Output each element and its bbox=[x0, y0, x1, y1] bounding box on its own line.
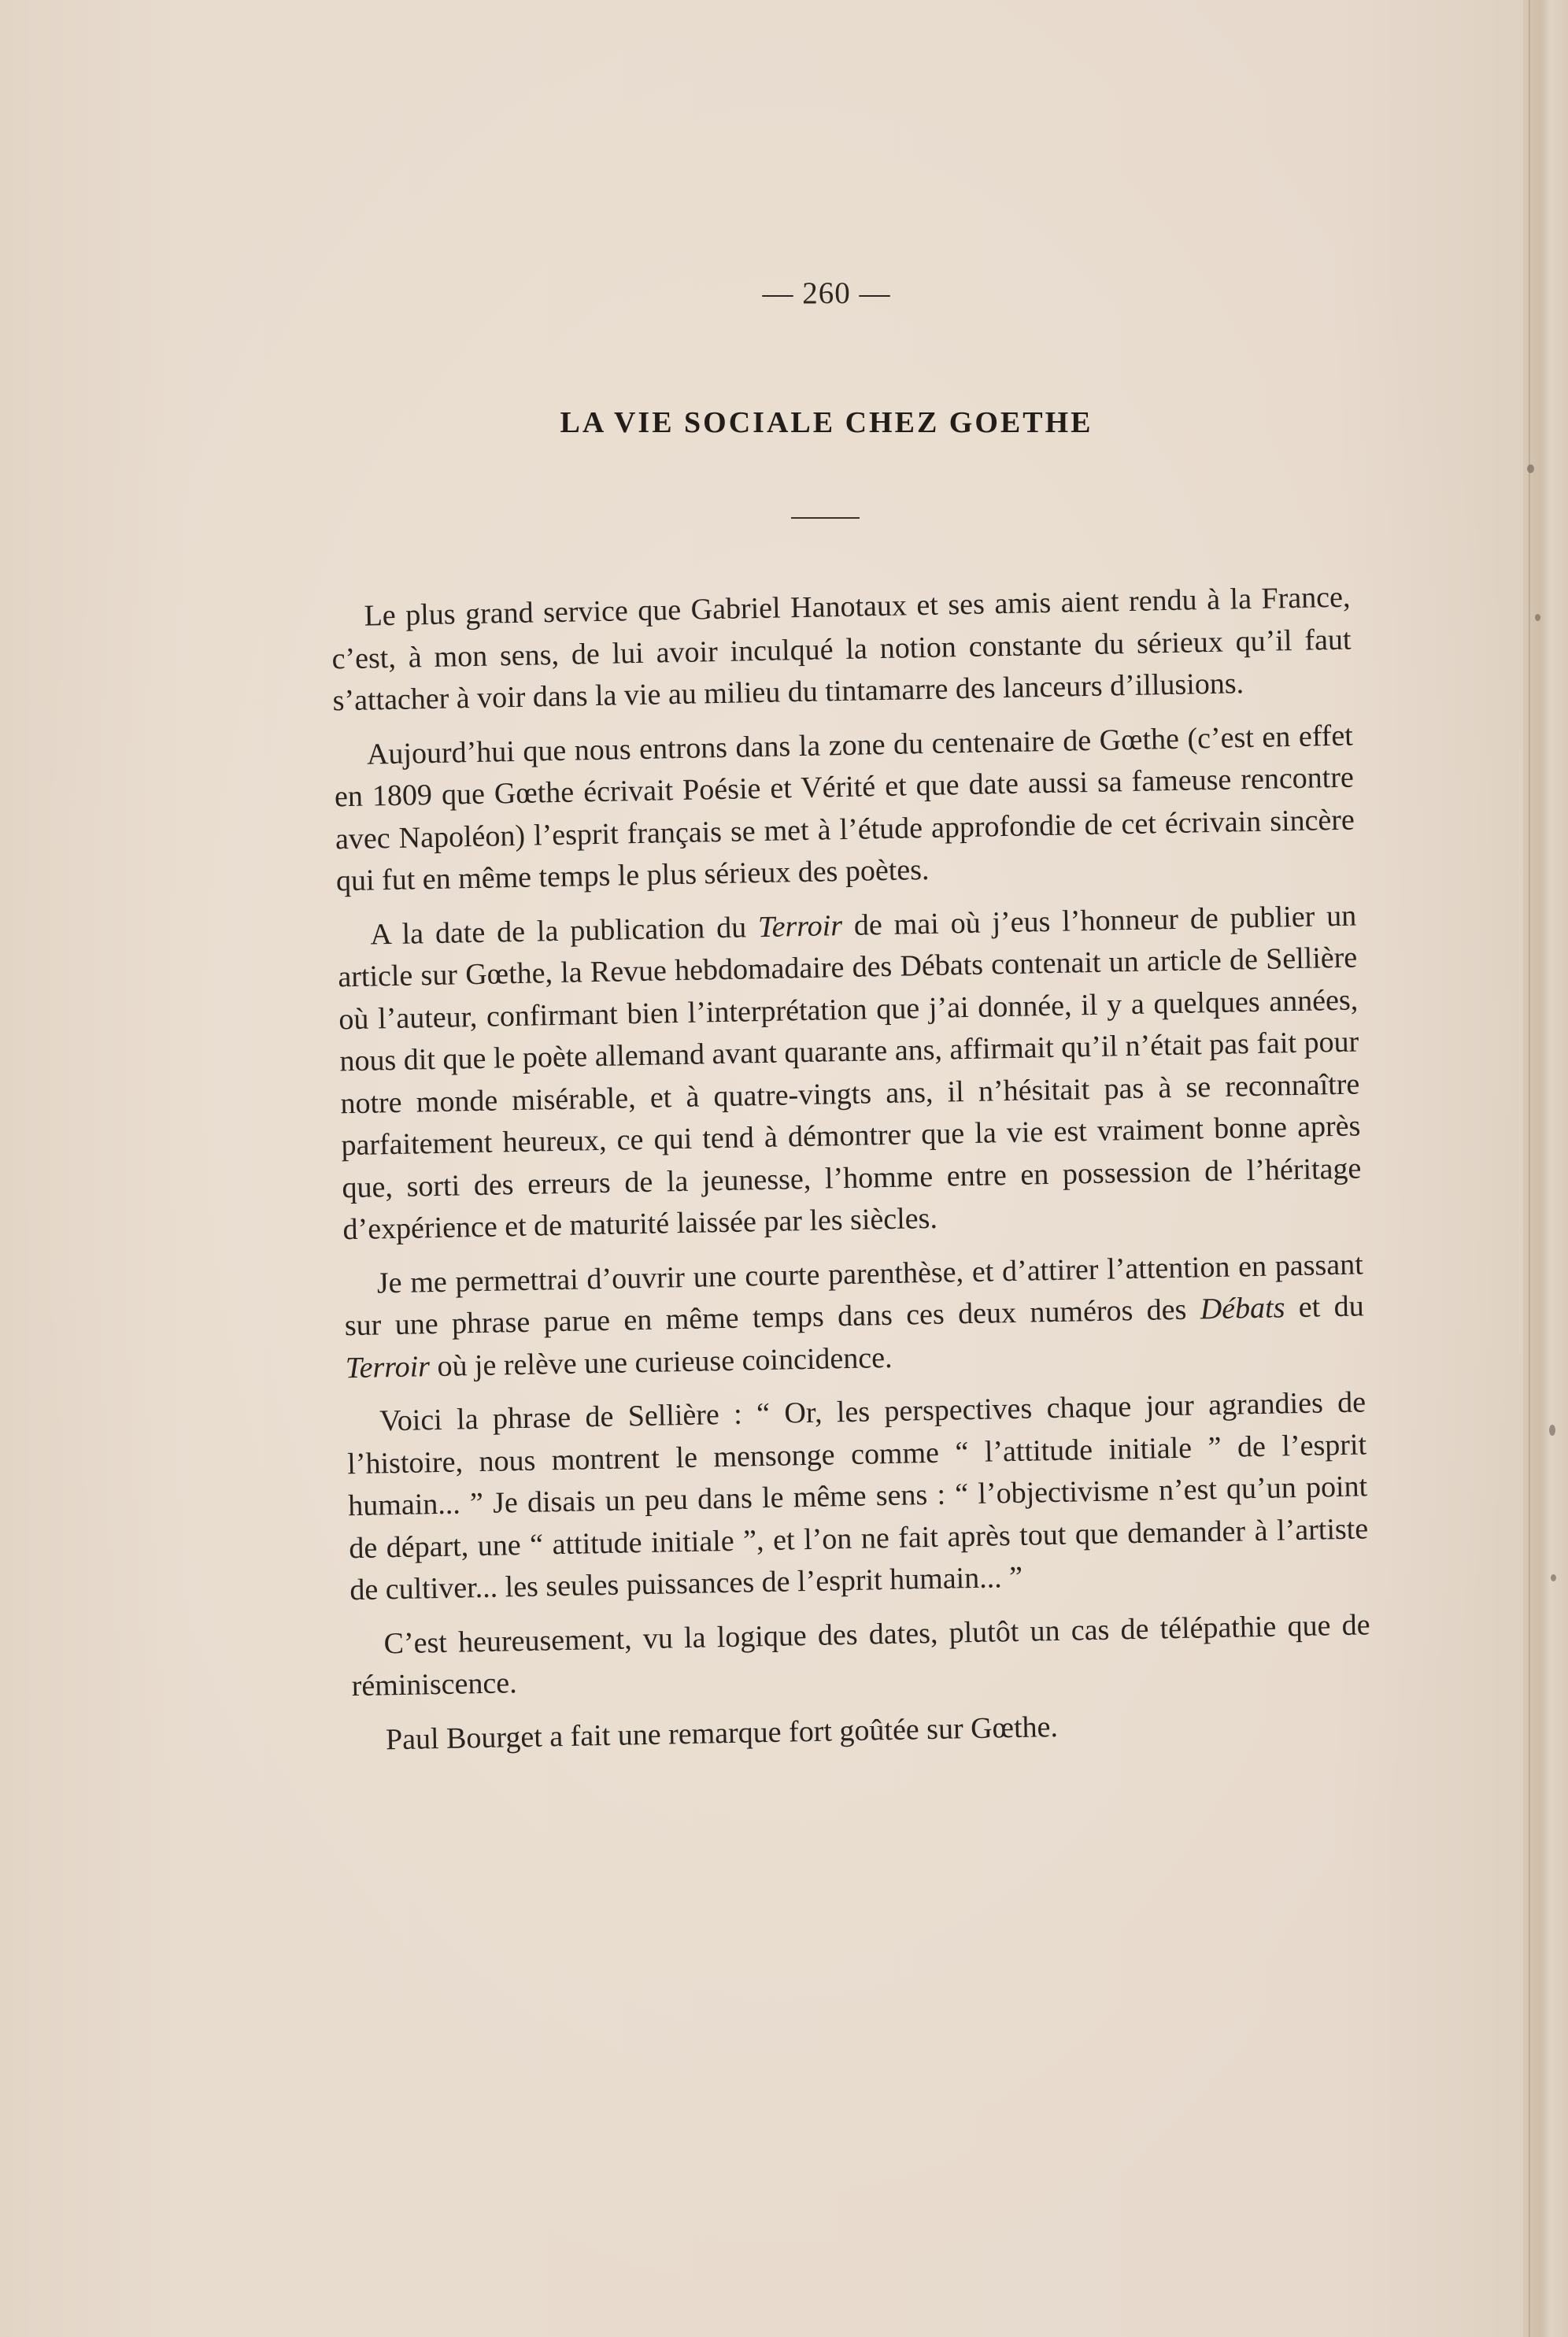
paragraph-3-text-b: de mai où j’eus l’honneur de publier un article sur Gœthe, la Revue hebdomadaire des Débats contenait un article de Sellière où l’auteur, confirmant bien l’interprétation que j’ai donnée, il y a quelques années, nous dit que le poète allemand avant quarante ans, affirmait qu’il n’était pas fait pour notre monde misérable, et à quatre-vingts ans, il n’hésitait pas à se reconnaître parfaitement heureux, ce qui tend à démontrer que la vie est vraiment bonne après que, sorti des erreurs de la jeunesse, l’homme entre en possession de l’héritage d’expérience et de maturité laissée par les siècles. bbox=[338, 898, 1362, 1247]
italic-title-debats: Débats bbox=[1200, 1291, 1285, 1326]
italic-title-terroir: Terroir bbox=[345, 1349, 431, 1385]
paragraph-4 bbox=[343, 1244, 1365, 1389]
paragraph-2: Aujourd’hui que nous entrons dans la zone du centenaire de Gœthe (c’est en effet en 1809 que Gœthe écrivait Poésie et Vérité et que date aussi sa fameuse rencontre avec Napoléon) l’esprit français se met à l’étude approfondie de cet écrivain sincère qui fut en même temps le plus sérieux des poètes. bbox=[334, 719, 1355, 898]
paragraph-3-text-a: A la date de la publication du bbox=[369, 910, 759, 952]
title-separator-rule bbox=[791, 517, 860, 519]
paragraph-4-text-a: Je me permettrai d’ouvrir une courte parenthèse, et d’attirer l’attention en passant sur une phrase parue en même temps dans ces deux numéros des bbox=[344, 1247, 1364, 1343]
paragraph-4-text-c: où je relève une curieuse coincidence. bbox=[429, 1340, 893, 1383]
article-body bbox=[331, 577, 1372, 1774]
page-fold-line bbox=[1529, 0, 1530, 2337]
paragraph-1: Le plus grand service que Gabriel Hanotaux et ses amis aient rendu à la France, c’est, à mon sens, de lui avoir inculqué la notion constante du sérieux qu’il faut s’attacher à voir dans la vie au milieu du tintamarre des lanceurs d’illusions. bbox=[331, 580, 1352, 718]
paragraph-5: Voici la phrase de Sellière : “ Or, les perspectives chaque jour agrandies de l’histoire, nous montrent le mensonge comme “ l’attitude initiale ” de l’esprit humain... ” Je disais un peu dans le même sens : “ l’objectivisme n’est qu’un point de départ, une “ attitude initiale ”, et l’on ne fait après tout que demander à l’artiste de cultiver... les seules puissances de l’esprit humain... ” bbox=[346, 1385, 1369, 1607]
paper-speck bbox=[1535, 614, 1540, 621]
paper-speck bbox=[1549, 1425, 1555, 1436]
page-title: LA VIE SOCIALE CHEZ GOETHE bbox=[560, 406, 1093, 439]
paper-speck bbox=[1527, 464, 1534, 473]
paragraph-3 bbox=[337, 895, 1363, 1252]
paragraph-7: Paul Bourget a fait une remarque fort goûtée sur Gœthe. bbox=[385, 1710, 1059, 1756]
paragraph-6: C’est heureusement, vu la logique des dates, plutôt un cas de télépathie que de réminiscence. bbox=[351, 1607, 1370, 1703]
paragraph-4-text-b: et du bbox=[1284, 1289, 1365, 1325]
italic-title-terroir: Terroir bbox=[757, 908, 843, 944]
paper-speck bbox=[1551, 1574, 1556, 1581]
page-number: — 260 — bbox=[762, 276, 891, 310]
